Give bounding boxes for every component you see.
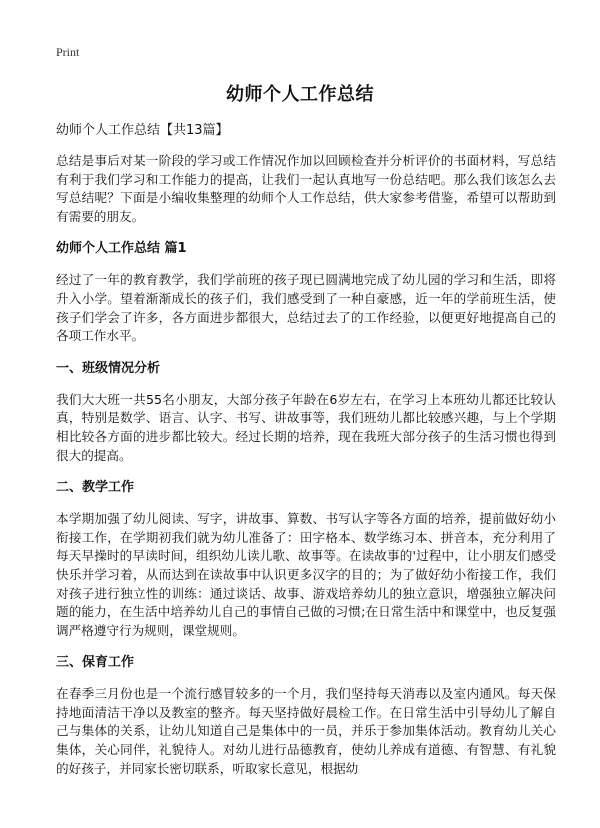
article-heading: 幼师个人工作总结 篇1	[56, 241, 187, 257]
section-paragraph: 我们大大班一共55名小朋友，大部分孩子年龄在6岁左右，在学习上本班幼儿都还比较认真，特别是数学、语言、认字、书写、讲故事等，我们班幼儿都比较感兴趣，与上个学期相比较各方面的进步都比较大。经过长期的培养，现在我班大部分孩子的生活习惯也得到很大的提高。	[56, 391, 556, 463]
section-heading: 一、班级情况分析	[56, 360, 161, 376]
intro-paragraph: 总结是事后对某一阶段的学习或工作情况作加以回顾检查并分析评价的书面材料，写总结有利于我们学习和工作能力的提高，让我们一起认真地写一份总结吧。那么我们该怎么去写总结呢？下面是小编收集整理的幼师个人工作总结，供大家参考借鉴，希望可以帮助到有需要的朋友。	[56, 153, 556, 224]
section-heading: 二、教学工作	[56, 480, 135, 496]
print-label[interactable]: Print	[56, 45, 80, 59]
section-heading: 三、保育工作	[56, 655, 135, 671]
article-intro-paragraph: 经过了一年的教育教学，我们学前班的孩子现已圆满地完成了幼儿园的学习和生活，即将升入小学。望着渐渐成长的孩子们，我们感受到了一种自豪感，近一年的学前班生活，使孩子们学会了许多，各方面进步都很大，总结过去了的工作经验，以便更好地提高自己的各项工作水平。	[56, 272, 556, 344]
section-paragraph: 本学期加强了幼儿阅读、写字，讲故事、算数、书写认字等各方面的培养，提前做好幼小衔接工作，在学期初我们就为幼儿准备了：田字格本、数学练习本、拼音本，充分利用了每天早操时的早读时间，组织幼儿读儿歌、故事等。在读故事的'过程中，让小朋友们感受快乐并学习着，从而达到在读故事中认识更多汉字的目的；为了做好幼小衔接工作，我们对孩子进行独立性的训练：通过谈话、故事、游戏培养幼儿的独立意识，增强独立解决问题的能力，在生活中培养幼儿自己的事情自己做的习惯;在日常生活中和课堂中，也反复强调严格遵守行为规则，课堂规则。	[56, 511, 556, 638]
document-body	[56, 122, 556, 792]
section-paragraph: 在春季三月份也是一个流行感冒较多的一个月，我们坚持每天消毒以及室内通风。每天保持地面清洁干净以及教室的整齐。每天坚持做好晨检工作。在日常生活中引导幼儿了解自己与集体的关系，让幼儿知道自己是集体中的一员，并乐于参加集体活动。教育幼儿关心集体，关心同伴，礼貌待人。对幼儿进行品德教育，使幼儿养成有道德、有智慧、有礼貌的好孩子，并同家长密切联系，听取家长意见，根据幼	[56, 686, 556, 776]
page-title: 幼师个人工作总结	[226, 84, 374, 105]
document-subtitle: 幼师个人工作总结【共13篇】	[56, 123, 229, 138]
